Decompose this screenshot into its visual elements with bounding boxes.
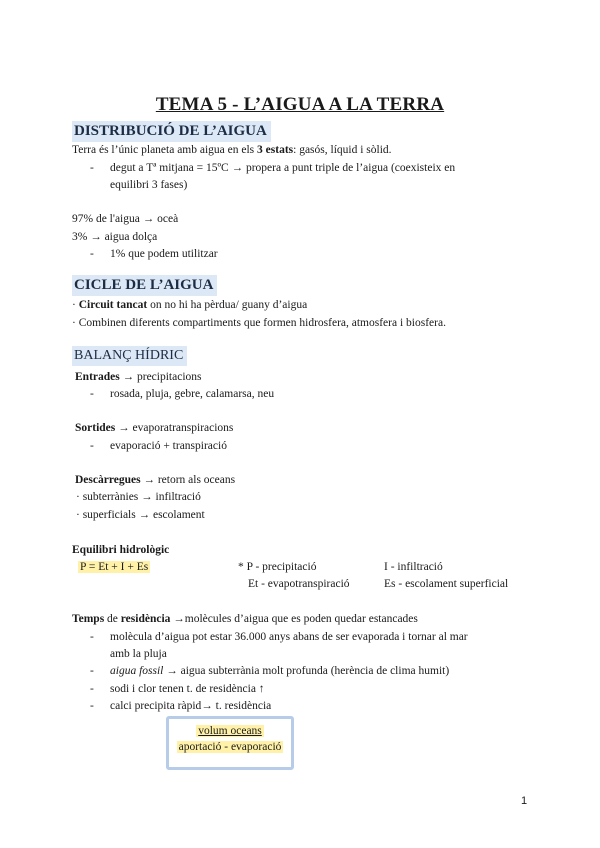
page-number: 1 [521,795,528,807]
section-heading-balanc: BALANÇ HÍDRIC [72,346,187,366]
text-fragment: : gasós, líquid i sòlid. [293,144,392,156]
bold-term-equilibri: Equilibri hidrològic [72,544,170,556]
sortides-line [75,420,233,436]
temps-residencia-line [72,611,418,627]
bold-term-entrades: Entrades [75,371,120,383]
formula-box [166,716,294,770]
formula-numerator [169,725,291,737]
bullet-dash: - [90,683,94,695]
text-fragment: → retorn als oceans [140,474,236,486]
equilibri-formula [78,559,150,575]
bold-term-3-estats: 3 estats [257,144,294,156]
bold-term-temps: Temps [72,613,105,625]
entrades-line [75,369,202,385]
bullet-molecula-line1: molècula d’aigua pot estar 36.000 anys abans de ser evaporada i tornar al mar [110,631,468,643]
stat-97: 97% de l'aigua → oceà [72,213,179,225]
bullet-temperatura-line2: equilibri 3 fases) [110,179,188,191]
bold-term-circuit-tancat: Circuit tancat [78,299,148,311]
descarregues-superficials: · superficials → escolament [76,509,205,521]
formula-denominator [169,741,291,753]
bullet-dash: - [90,700,94,712]
bullet-aigua-fossil [110,663,449,679]
text-fragment: de [104,613,121,625]
legend-evapotranspiracio: Et - evapotranspiració [248,578,350,590]
legend-precipitacio: * P - precipitació [238,561,317,573]
descarregues-line [75,472,235,488]
section-heading-cicle: CICLE DE L’AIGUA [72,275,217,296]
bullet-1-percent: 1% que podem utilitzar [110,248,218,260]
bullet-dash: - [90,631,94,643]
cicle-line1 [72,297,307,313]
bullet-dash: - [90,162,94,174]
text-fragment: → precipitacions [119,371,202,383]
bold-term-sortides: Sortides [75,422,116,434]
bullet-dash: - [90,248,94,260]
bullet-dash: - [90,388,94,400]
bullet-sodi-clor: sodi i clor tenen t. de residència ↑ [110,683,265,695]
text-fragment: → aigua subterrània molt profunda (herència de clima humit) [163,665,450,677]
bullet-dash: - [90,440,94,452]
stat-3: 3% → aigua dolça [72,231,158,243]
page-title: TEMA 5 - L’AIGUA A LA TERRA [155,94,445,115]
text-fragment: · [72,299,79,311]
bold-term-descarregues: Descàrregues [75,474,141,486]
italic-term-aigua-fossil: aigua fossil [110,665,164,677]
highlighted-formula: P = Et + I + Es [80,561,149,573]
bullet-molecula-line2: amb la pluja [110,648,167,660]
bold-term-residencia: residència [120,613,171,625]
text-fragment: → evaporatranspiracions [115,422,234,434]
cicle-line2: · Combinen diferents compartiments que formen hidrosfera, atmosfera i biosfera. [72,317,446,329]
text-fragment: →molècules d’aigua que es poden quedar estancades [170,613,418,625]
bullet-temperatura-line1: degut a Tª mitjana = 15ºC → propera a punt triple de l’aigua (coexisteix en [110,162,456,174]
text-fragment: Terra és l’únic planeta amb aigua en els [72,144,258,156]
legend-escolament: Es - escolament superficial [384,578,509,590]
numerator-text: volum oceans [198,725,262,737]
bullet-sortides: evaporació + transpiració [110,440,227,452]
text-fragment: on no hi ha pèrdua/ guany d’aigua [147,299,308,311]
bullet-entrades: rosada, pluja, gebre, calamarsa, neu [110,388,275,400]
descarregues-subterranies: · subterrànies → infiltració [76,491,201,503]
legend-infiltracio: I - infiltració [384,561,443,573]
bullet-dash: - [90,665,94,677]
bullet-calci: calci precipita ràpid→ t. residència [110,700,272,712]
equilibri-heading [72,542,169,558]
paragraph-estats [72,142,392,158]
denominator-text: aportació - evaporació [178,741,282,753]
section-heading-distribucio: DISTRIBUCIÓ DE L’AIGUA [72,121,271,142]
